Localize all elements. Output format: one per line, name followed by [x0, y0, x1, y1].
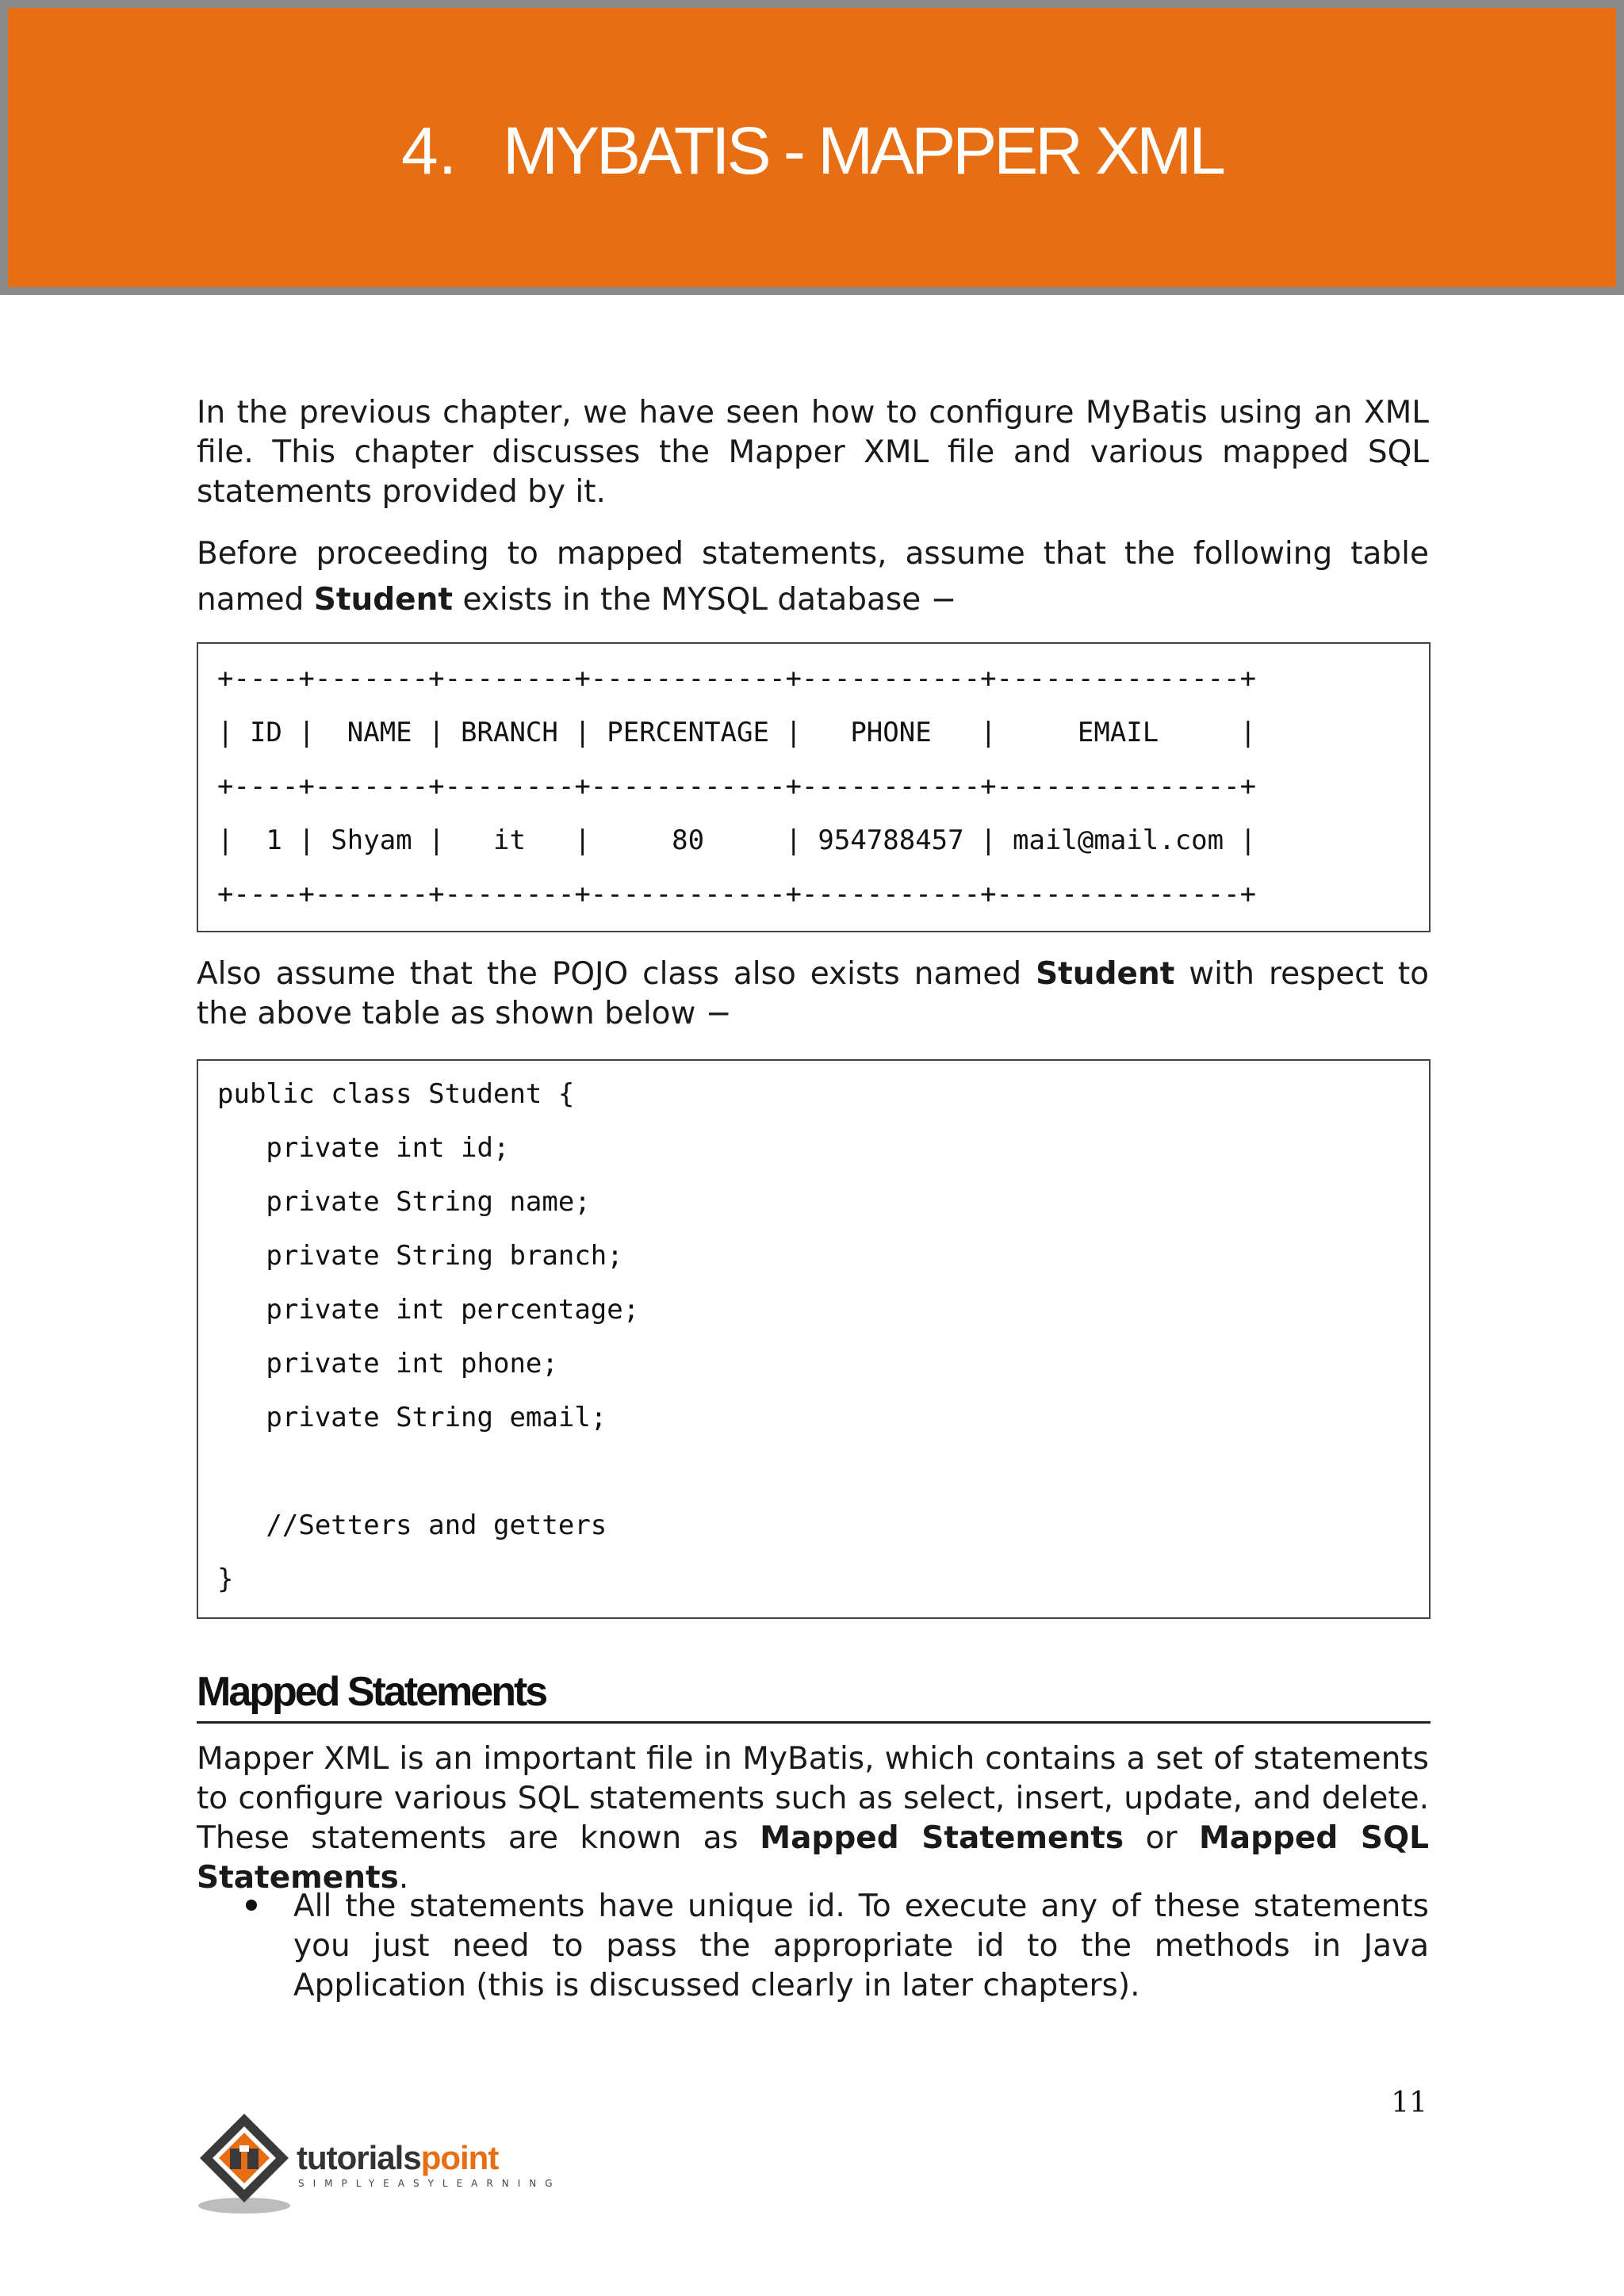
section-p-text: Mapper XML is an important file in MyBatis, which contains a set of statements to configure various SQL statements such as select, insert, update, and delete. These statements are known as: [197, 1741, 1429, 1856]
table-line: +----+-------+--------+------------+-----------+---------------+: [217, 878, 1257, 910]
chapter-title-text: MYBATIS - MAPPER XML: [503, 113, 1223, 188]
code-line: private int id;: [217, 1132, 510, 1164]
code-line: private int percentage;: [217, 1294, 640, 1326]
code-line: private String name;: [217, 1186, 591, 1218]
logo-word-2: point: [420, 2139, 499, 2176]
logo-emblem-icon: [195, 2109, 298, 2220]
intro-paragraph-1: In the previous chapter, we have seen how to configure MyBatis using an XML file. This chapter discusses the Mapper XML file and various mapped SQL statements provided by it.: [197, 395, 1429, 510]
intro-p2-bold: Student: [313, 582, 454, 618]
student-table-block: [197, 642, 1431, 932]
code-line: private String branch;: [217, 1240, 623, 1272]
bullet-icon: [246, 1900, 257, 1911]
section-heading-text: Mapped Statements: [197, 1669, 546, 1715]
chapter-banner: [0, 0, 1624, 295]
section-heading: [197, 1663, 1431, 1724]
intro-paragraph-2: [197, 531, 1429, 623]
section-p-bold-1: Mapped Statements: [760, 1820, 1124, 1856]
table-line: | 1 | Shyam | it | 80 | 954788457 | mail@mail.com |: [217, 825, 1257, 856]
table-line: +----+-------+--------+------------+-----------+---------------+: [217, 663, 1257, 695]
section-p-end: .: [398, 1860, 409, 1896]
code-line: private int phone;: [217, 1348, 558, 1380]
logo-word-1: tutorials: [297, 2139, 421, 2176]
section-p-mid: or: [1124, 1820, 1199, 1856]
section-p-bold-2: Mapped SQL Statements: [197, 1820, 1429, 1896]
table-line: | ID | NAME | BRANCH | PERCENTAGE | PHONE | EMAIL |: [217, 717, 1257, 748]
table-line: +----+-------+--------+------------+-----------+---------------+: [217, 771, 1257, 802]
code-line: }: [217, 1563, 234, 1595]
pojo-intro-text-end: with respect to the above table as shown below −: [197, 956, 1429, 1031]
logo-wordmark: [297, 2141, 498, 2175]
bullet-item: All the statements have unique id. To execute any of these statements you just need to pass the appropriate id to the methods in Java Application (this is discussed clearly in later chapters).: [293, 1888, 1429, 2003]
pojo-intro-bold: Student: [1036, 956, 1175, 992]
intro-p2-text-end: exists in the MYSQL database −: [453, 582, 957, 618]
student-class-code-block: [197, 1059, 1431, 1619]
code-line: //Setters and getters: [217, 1510, 607, 1541]
chapter-number: 4.: [400, 113, 458, 188]
logo-tagline: SIMPLYEASYLEARNING: [298, 2178, 561, 2189]
code-line: private String email;: [217, 1402, 607, 1433]
intro-p2-text: Before proceeding to mapped statements, assume that the following table named: [197, 536, 1429, 618]
pojo-intro-paragraph: [197, 955, 1429, 1034]
page-number: 11: [1391, 2087, 1427, 2119]
chapter-title: [8, 103, 1616, 198]
code-line: public class Student {: [217, 1078, 575, 1110]
pojo-intro-text: Also assume that the POJO class also exists named: [197, 956, 1036, 992]
tutorialspoint-logo: [195, 2109, 561, 2220]
section-paragraph: [197, 1739, 1429, 1898]
